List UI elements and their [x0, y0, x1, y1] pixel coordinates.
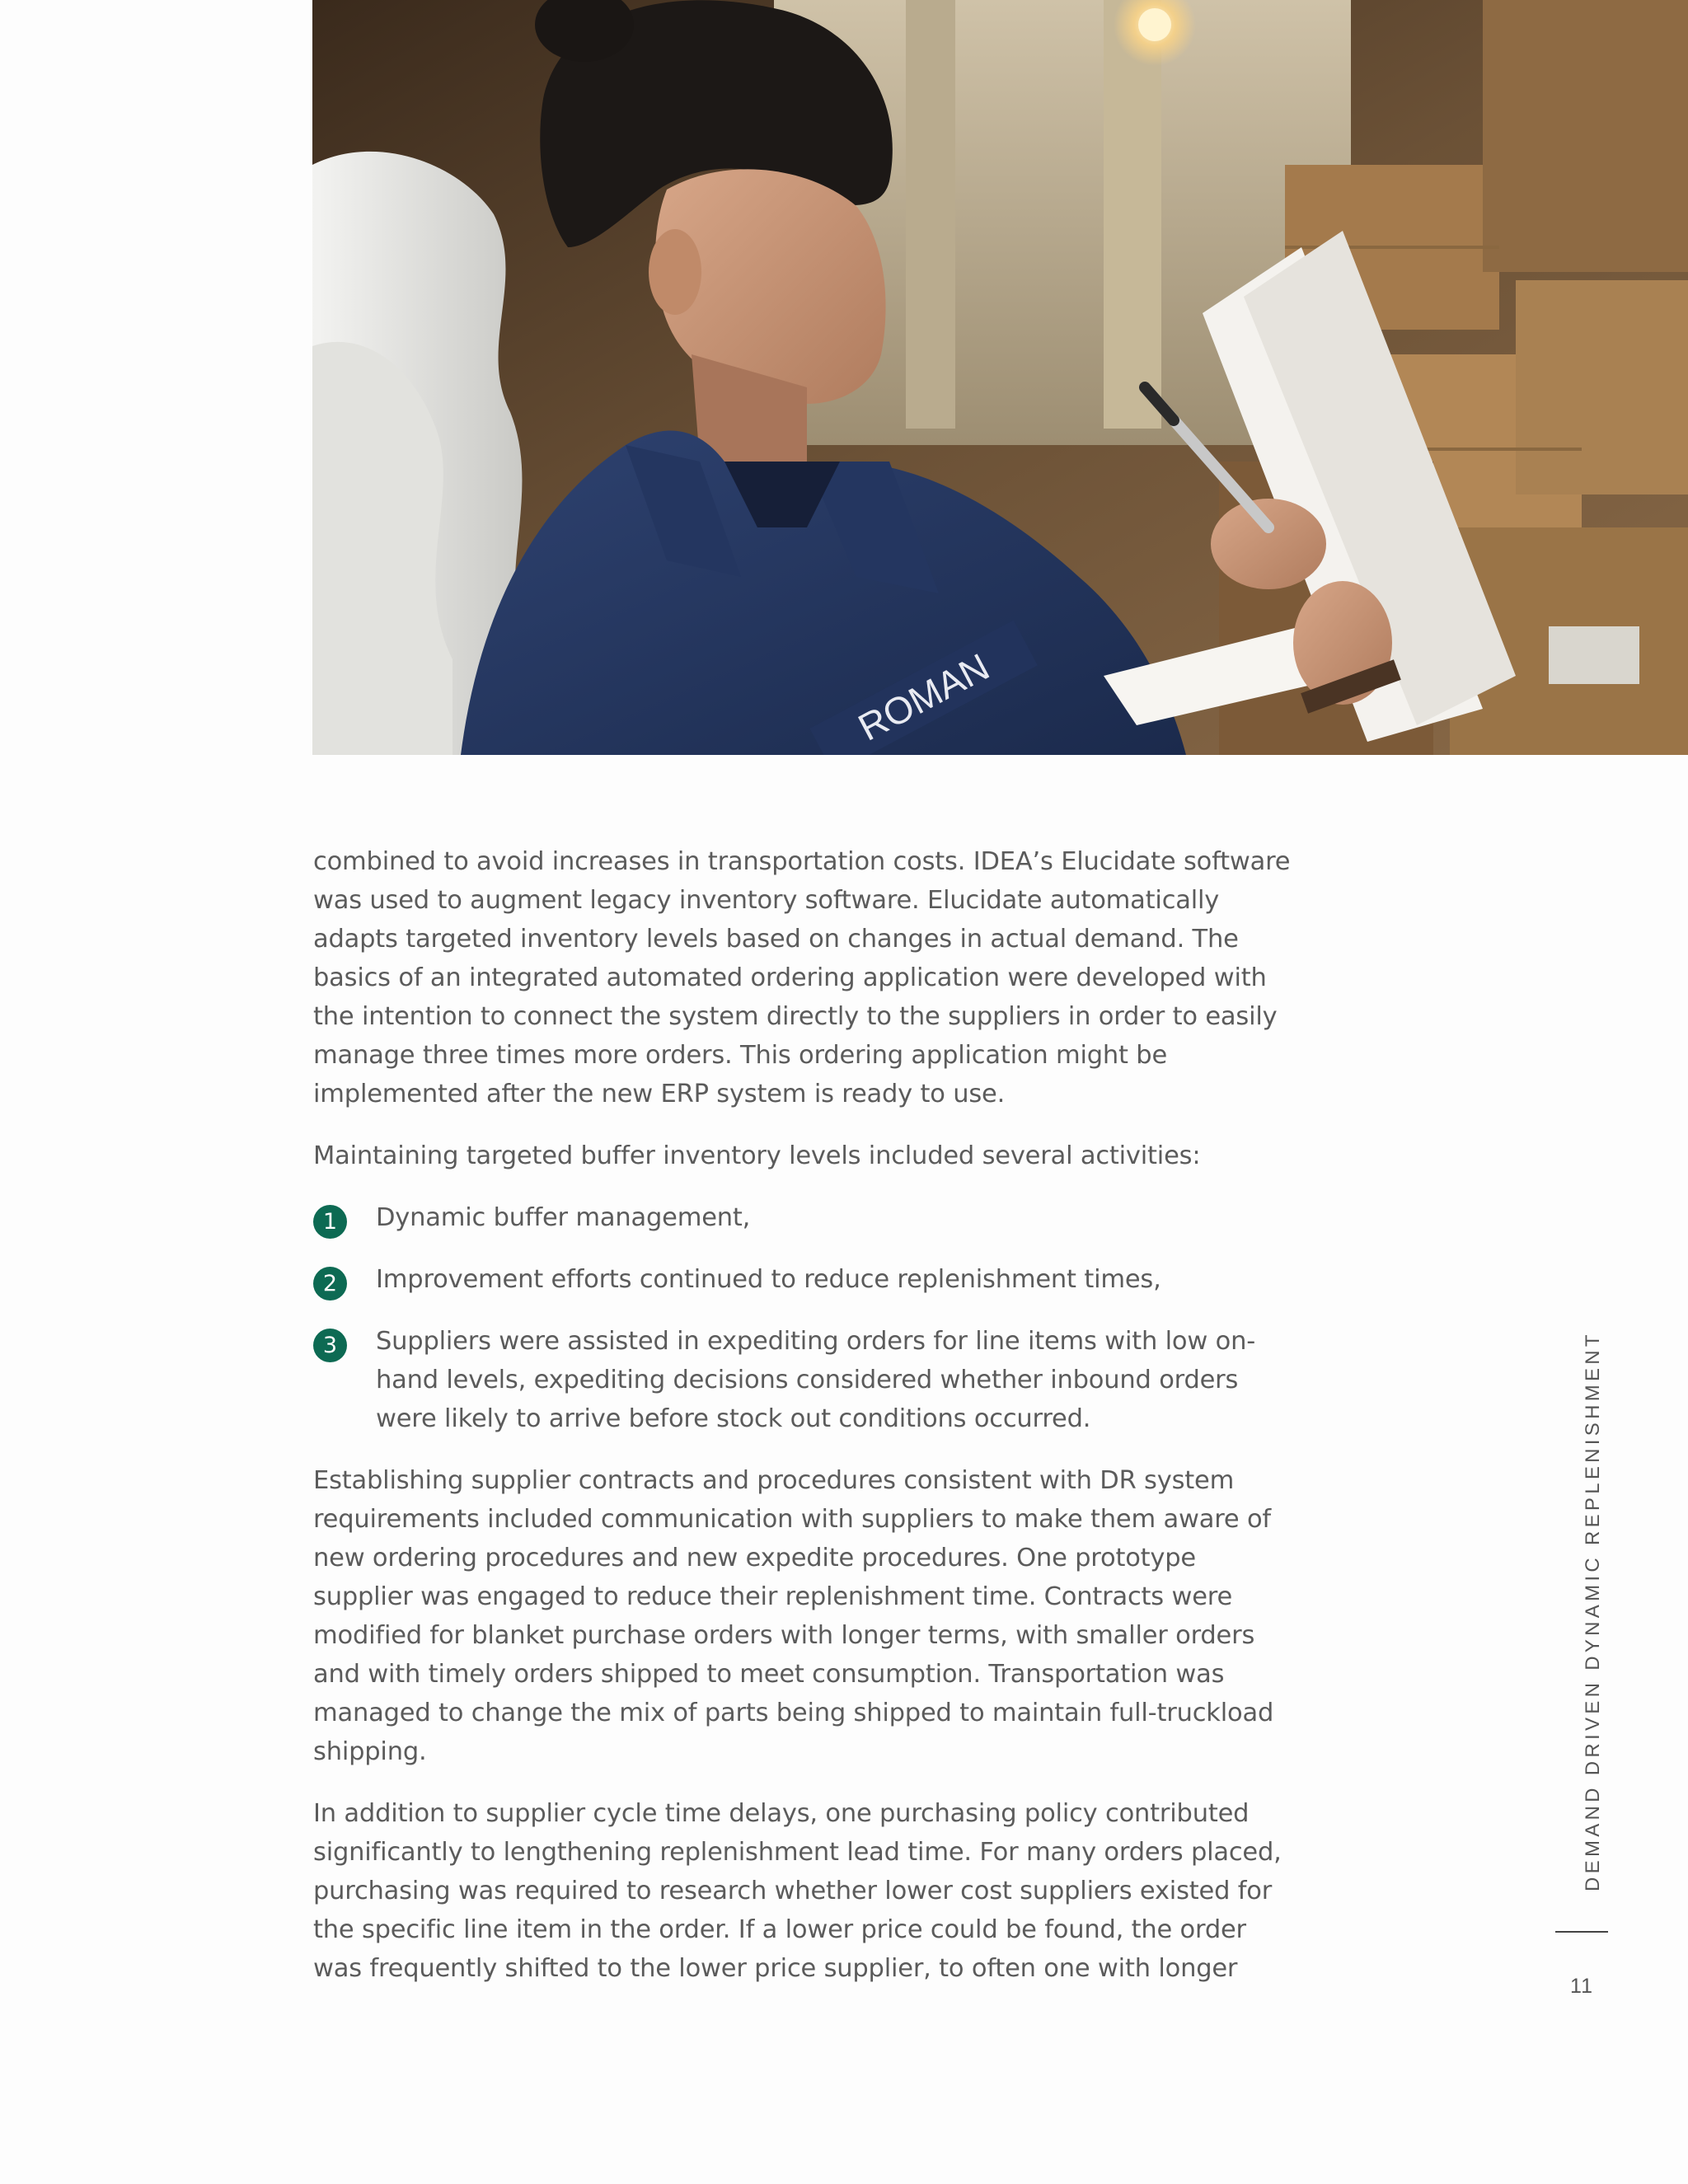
body-paragraph: combined to avoid increases in transportation costs. IDEA’s Elucidate software was used to augment legacy inventory software. Elucidate automatically adapts targeted inventory levels based on changes in actual demand. The basics of an integrated automated ordering application were developed with the intention to connect the system directly to the suppliers in order to easily manage three times more orders. This ordering application might be implemented after the new ERP system is ready to use.	[313, 847, 1291, 1108]
number-badge-icon: 3	[313, 1329, 347, 1362]
article-body	[313, 842, 1302, 2011]
body-paragraph: Maintaining targeted buffer inventory levels included several activities:	[313, 1141, 1201, 1170]
list-item	[313, 1198, 1302, 1237]
page-number-divider	[1555, 1931, 1608, 1933]
number-badge-icon: 2	[313, 1267, 347, 1301]
list-item-text: Improvement efforts continued to reduce replenishment times,	[376, 1265, 1161, 1294]
body-paragraph: Establishing supplier contracts and procedures consistent with DR system requirements included communication with suppliers to make them aware of new ordering procedures and new expedite procedures. One prototype supplier was engaged to reduce their replenishment time. Contracts were modified for blanket purchase orders with longer terms, with smaller orders and with timely orders shipped to meet consumption. Transportation was managed to change the mix of parts being shipped to maintain full-truckload shipping.	[313, 1466, 1274, 1766]
page-number: 11	[1570, 1975, 1593, 1998]
activities-list	[313, 1198, 1302, 1438]
list-item-text: Dynamic buffer management,	[376, 1203, 751, 1232]
running-title: DEMAND DRIVEN DYNAMIC REPLENISHMENT	[1582, 1331, 1604, 1891]
number-badge-icon: 1	[313, 1205, 347, 1239]
body-paragraph: In addition to supplier cycle time delays, one purchasing policy contributed significantly to lengthening replenishment lead time. For many orders placed, purchasing was required to research whether lower cost suppliers existed for the specific line item in the order. If a lower price could be found, the order was frequently shifted to the lower price supplier, to often one with longer	[313, 1799, 1282, 1983]
name-tape-text: ROMAN	[851, 644, 996, 749]
list-item	[313, 1322, 1302, 1438]
header-photo	[312, 0, 1688, 755]
list-item	[313, 1260, 1302, 1299]
list-item-text: Suppliers were assisted in expediting orders for line items with low on-hand levels, expediting decisions considered whether inbound orders were likely to arrive before stock out conditions occurred.	[376, 1327, 1256, 1433]
photo-illustration	[312, 0, 1688, 755]
